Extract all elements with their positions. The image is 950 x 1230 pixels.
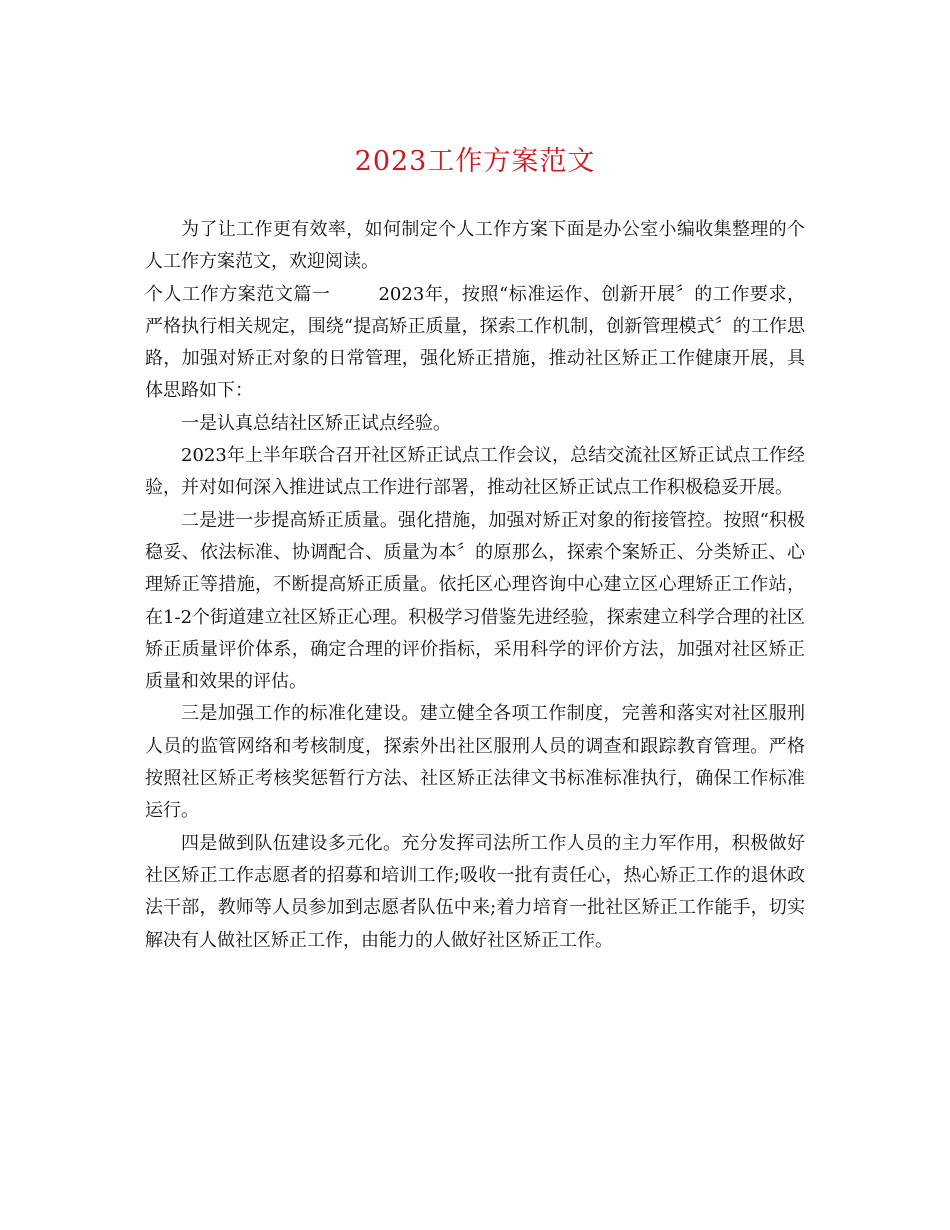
section-heading: 个人工作方案范文篇一 (145, 283, 331, 305)
paragraph-point-2: 二是进一步提高矫正质量。强化措施，加强对矫正对象的衔接管控。按照“积极稳妥、依法标准、协调配合、质量为本〞的原那么，探索个案矫正、分类矫正、心理矫正等措施，不断提高矫正质量。依托区心理咨询中心建立区心理矫正工作站，在1-2个街道建立社区矫正心理。积极学习借鉴先进经验，探索建立科学合理的社区矫正质量评价体系，确定合理的评价指标，采用科学的评价方法，加强对社区矫正质量和效果的评估。 (145, 509, 805, 693)
paragraph-point-1: 一是认真总结社区矫正试点经验。 (181, 412, 451, 434)
paragraph-point-1-detail: 2023年上半年联合召开社区矫正试点工作会议，总结交流社区矫正试点工作经验，并对如何深入推进试点工作进行部署，推动社区矫正试点工作积极稳妥开展。 (145, 445, 805, 499)
section-text: 2023年，按照“标准运作、创新开展〞的工作要求，严格执行相关规定，围绕“提高矫正质量，探索工作机制，创新管理模式〞的工作思路，加强对矫正对象的日常管理，强化矫正措施，推动社区矫正工作健康开展，具体思路如下： (145, 283, 805, 402)
paragraph-point-3: 三是加强工作的标准化建设。建立健全各项工作制度，完善和落实对社区服刑人员的监管网络和考核制度，探索外出社区服刑人员的调查和跟踪教育管理。严格按照社区矫正考核奖惩暂行方法、社区矫正法律文书标准标准执行，确保工作标准运行。 (145, 703, 805, 822)
paragraph-point-4: 四是做到队伍建设多元化。充分发挥司法所工作人员的主力军作用，积极做好社区矫正工作志愿者的招募和培训工作;吸收一批有责任心，热心矫正工作的退休政法干部，教师等人员参加到志愿者队伍中来;着力培育一批社区矫正工作能手，切实解决有人做社区矫正工作，由能力的人做好社区矫正工作。 (145, 832, 805, 951)
paragraph-section (145, 279, 805, 408)
document-title: 2023工作方案范文 (354, 146, 596, 177)
paragraph-intro: 为了让工作更有效率，如何制定个人工作方案下面是办公室小编收集整理的个人工作方案范文，欢迎阅读。 (145, 219, 805, 273)
document-body (145, 214, 805, 957)
